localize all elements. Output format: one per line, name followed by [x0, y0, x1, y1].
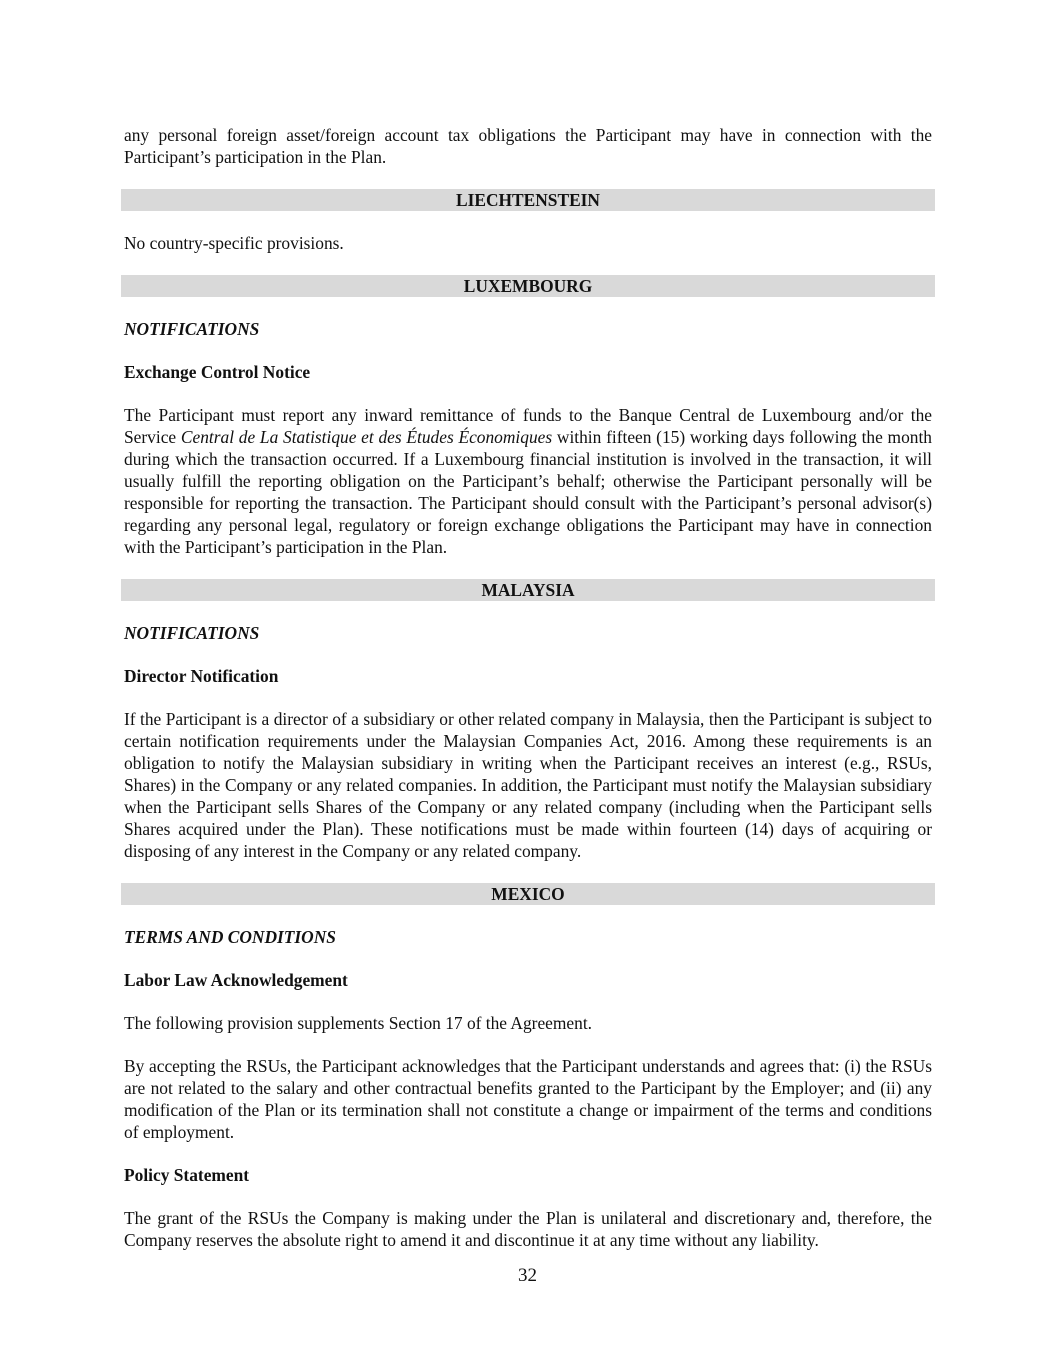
section-heading-mexico: MEXICO: [121, 883, 935, 905]
labor-law-paragraph-1: The following provision supplements Section 17 of the Agreement.: [124, 1013, 593, 1033]
liechtenstein-paragraph: No country-specific provisions.: [124, 233, 344, 253]
section-heading-malaysia: MALAYSIA: [121, 579, 935, 601]
document-page: [124, 124, 932, 1251]
section-heading-liechtenstein: LIECHTENSTEIN: [121, 189, 935, 211]
malaysia-paragraph: If the Participant is a director of a subsidiary or other related company in Malaysia, then the Participant is subject to certain notification requirements under the Malaysian Companies Act, 2016. Among these requirements is an obligation to notify the Malaysian subsidiary in writing when the Participant receives an interest (e.g., RSUs, Shares) in the Company or any related companies. In addition, the Participant must notify the Malaysian subsidiary when the Participant sells Shares of the Company or any related company (including when the Participant sells Shares acquired under the Plan). These notifications must be made within fourteen (14) days of acquiring or disposing of any interest in the Company or any related company.: [124, 709, 932, 861]
labor-law-paragraph-2: By accepting the RSUs, the Participant acknowledges that the Participant understands and agrees that: (i) the RSUs are not related to the salary and other contractual benefits granted to the Participant by the Employer; and (ii) any modification of the Plan or its termination shall not constitute a change or impairment of the terms and conditions of employment.: [124, 1056, 932, 1142]
policy-statement-paragraph: The grant of the RSUs the Company is making under the Plan is unilateral and discretionary and, therefore, the Company reserves the absolute right to amend it and discontinue it at any time without any liability.: [124, 1208, 932, 1250]
luxembourg-text-italic: Central de La Statistique et des Études Économiques: [180, 427, 553, 447]
mexico-terms-heading: TERMS AND CONDITIONS: [124, 927, 336, 947]
exchange-control-heading: Exchange Control Notice: [124, 362, 311, 382]
intro-paragraph: any personal foreign asset/foreign account tax obligations the Participant may have in connection with the Participant’s participation in the Plan.: [124, 125, 932, 167]
luxembourg-text-part-1: The Participant must report any inward remittance of funds to the Banque Central de Luxembourg and/or the Service: [124, 405, 932, 447]
page-number: 32: [518, 1265, 537, 1286]
policy-statement-heading: Policy Statement: [124, 1165, 250, 1185]
labor-law-heading: Labor Law Acknowledgement: [124, 970, 348, 990]
luxembourg-notifications-heading: NOTIFICATIONS: [124, 319, 260, 339]
luxembourg-text-part-2: within fifteen (15) working days following the month during which the transaction occurred. If a Luxembourg financial institution is involved in the transaction, it will usually fulfill the reporting obligation on the Participant’s behalf; otherwise the Participant personally will be responsible for reporting the transaction. The Participant should consult with the Participant’s personal advisor(s) regarding any personal legal, regulatory or foreign exchange obligations the Participant may have in connection with the Participant’s participation in the Plan.: [124, 427, 932, 557]
luxembourg-paragraph: [124, 404, 932, 558]
section-heading-luxembourg: LUXEMBOURG: [121, 275, 935, 297]
director-notification-heading: Director Notification: [124, 666, 279, 686]
malaysia-notifications-heading: NOTIFICATIONS: [124, 623, 260, 643]
